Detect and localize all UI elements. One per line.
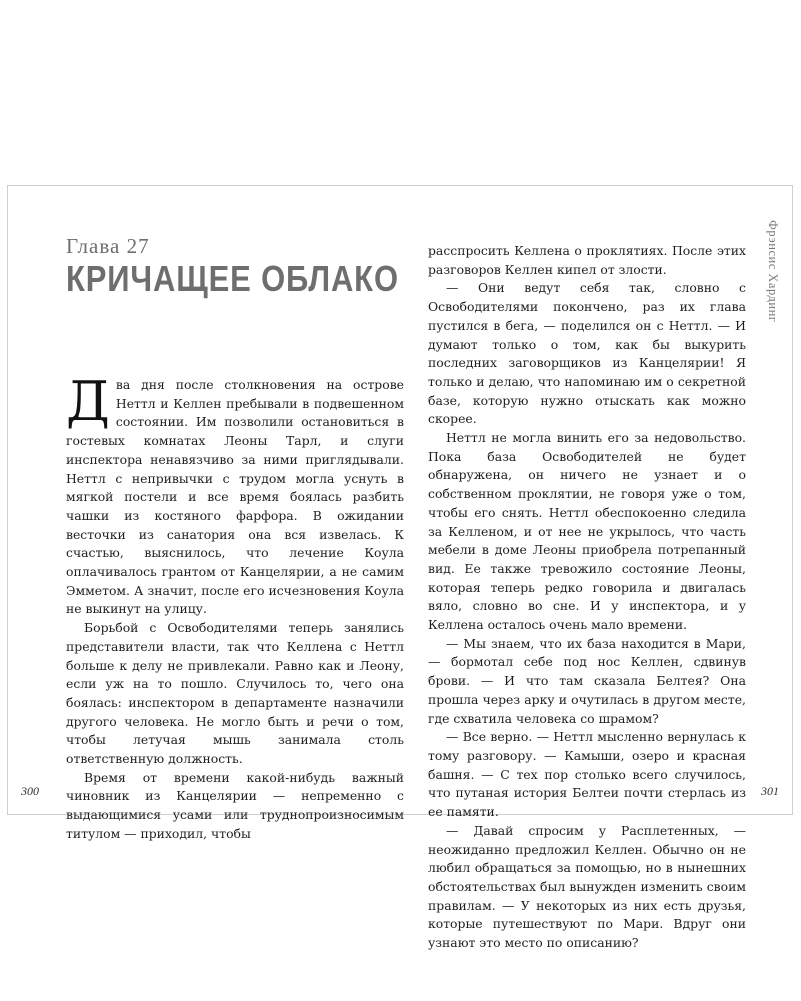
book-spread [7,185,793,951]
paragraph [66,370,404,619]
running-head-author: Фрэнсис Хардинг [766,220,780,323]
paragraph-text: ва дня после столкновения на острове Неттл и Келлен пребывали в подвешенном состоянии. Им позволили остановиться в гостевых комнатах Леоны Тарл, и слуги инспектора ненавязчиво за ними приглядывали. Неттл с непривычки с трудом могла уснуть в мягкой постели и все время боялась разбить чашки из костяного фарфора. В ожидании весточки из санатория она вся извелась. К счастью, выяснилось, что лечение Коула оплачивалось грантом от Канцелярии, а не самим Эмметом. А значит, после его исчезновения Коула не выкинут на улицу. [66,377,404,617]
drop-cap: Д [66,370,110,433]
paragraph: — Мы знаем, что их база находится в Мари, — бормотал себе под нос Келлен, сдвинув брови. — И что там сказала Белтея? Она прошла через арку и очутилась в другом месте, где схватила человека со шрамом? [428,635,746,726]
paragraph: Время от времени какой-нибудь важный чиновник из Канцелярии — непременно с выдающимися усами или труднопроизносимым титулом — приходил, чтобы [66,769,404,841]
paragraph: — Они ведут себя так, словно с Освободителями покончено, раз их глава пустился в бега, — поделился он с Неттл. — И думают только о том, как бы выкурить последних заговорщиков из Канцелярии! Я только и делаю, что напоминаю им о секретной базе, которую нужно отыскать как можно скорее. [428,280,746,427]
left-page-body [66,370,404,844]
chapter-title: КРИЧАЩЕЕ ОБЛАКО [66,258,399,299]
chapter-label: Глава 27 [66,234,150,258]
paragraph: Борьбой с Освободителями теперь занялись представители власти, так что Келлена с Неттл больше к делу не привлекали. Равно как и Леону, если уж на то пошло. Случилось то, чего она боялась: инспектором в департаменте назначили другого человека. Не могло быть и речи о том, чтобы летучая мышь занимала столь ответственную должность. [66,620,404,767]
paragraph: Неттл не могла винить его за недовольство. Пока база Освободителей не будет обнаружена, он ничего не узнает и о собственном проклятии, не говоря уже о том, чтобы его снять. Неттл обеспокоенно следила за Келленом, и от нее не укрылось, что часть мебели в доме Леоны приобрела потрепанный вид. Ее также тревожило состояние Леоны, которая теперь редко говорила и двигалась вяло, словно во сне. И у инспектора, и у Келлена осталось очень мало времени. [428,430,746,633]
paragraph: расспросить Келлена о проклятиях. После этих разговоров Келлен кипел от злости. [428,243,746,277]
right-page-body [428,242,746,953]
page-number-left: 300 [21,784,39,798]
page-number-right: 301 [761,784,779,798]
paragraph: — Давай спросим у Расплетенных, — неожиданно предложил Келлен. Обычно он не любил обращаться за помощью, но в нынешних обстоятельствах был вынужден изменить своим правилам. — У некоторых из них есть друзья, которые путешествуют по Мари. Вдруг они узнают это место по описанию? [428,822,746,951]
paragraph: — Все верно. — Неттл мысленно вернулась к тому разговору. — Камыши, озеро и красная башня. — С тех пор столько всего случилось, что путаная история Белтеи почти стерлась из ее памяти. [428,729,746,820]
